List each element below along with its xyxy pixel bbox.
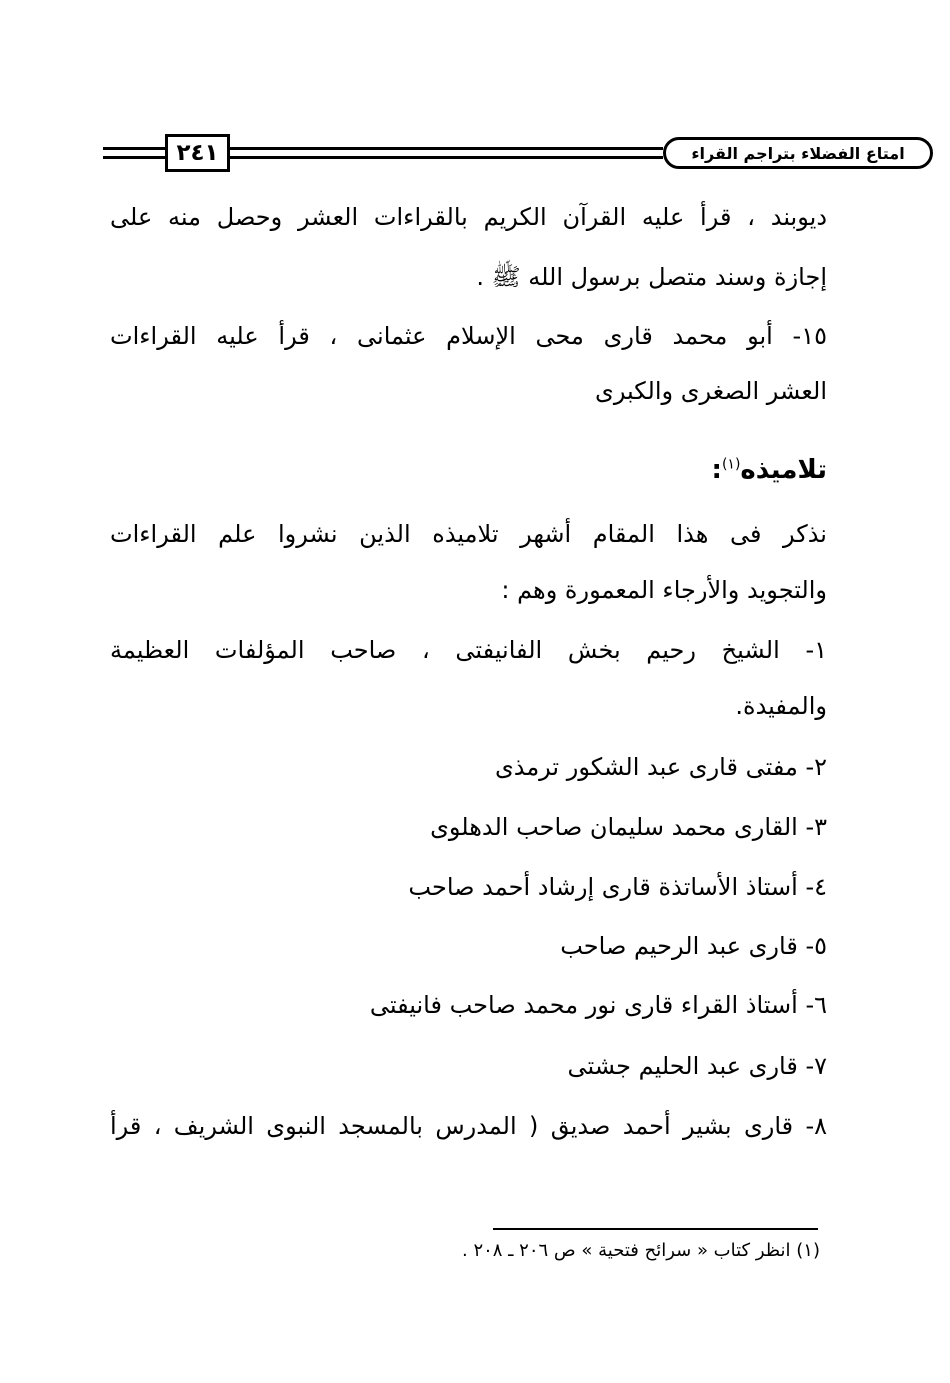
running-header xyxy=(103,128,905,178)
text-line-3: ١٥- أبو محمد قارى محى الإسلام عثمانى ، قرأ عليه القراءات xyxy=(110,322,827,350)
text-line-2: إجازة وسند متصل برسول الله ﷺ . xyxy=(476,263,827,291)
book-title: امتاع الفضلاء بتراجم القراء xyxy=(663,137,933,169)
text-line-6: والتجويد والأرجاء المعمورة وهم : xyxy=(501,576,827,604)
section-heading-text: تلاميذه xyxy=(740,455,827,485)
page-number: ٢٤١ xyxy=(165,134,230,172)
text-line-5: نذكر فى هذا المقام أشهر تلاميذه الذين نشروا علم القراءات xyxy=(110,520,827,548)
header-rule-left xyxy=(103,147,165,159)
list-item-7: ٧- قارى عبد الحليم جشتى xyxy=(567,1052,827,1080)
list-item-1: ١- الشيخ رحيم بخش الفانيفتى ، صاحب المؤلفات العظيمة xyxy=(110,636,827,664)
text-line-1: ديوبند ، قرأ عليه القرآن الكريم بالقراءات العشر وحصل منه على xyxy=(110,203,827,231)
list-item-4: ٤- أستاذ الأساتذة قارى إرشاد أحمد صاحب xyxy=(408,873,827,901)
list-item-6: ٦- أستاذ القراء قارى نور محمد صاحب فانيفتى xyxy=(369,991,827,1019)
section-heading-colon: : xyxy=(711,455,722,485)
footnote: (١) انظر كتاب « سرائح فتحية » ص ٢٠٦ ـ ٢٠٨ . xyxy=(461,1240,820,1261)
list-item-8: ٨- قارى بشير أحمد صديق ( المدرس بالمسجد النبوى الشريف ، قرأ xyxy=(110,1112,827,1140)
section-heading xyxy=(712,455,827,486)
list-item-1-continued: والمفيدة. xyxy=(735,692,827,720)
footnote-reference: (١) xyxy=(721,456,741,473)
footnote-separator xyxy=(493,1228,818,1230)
text-line-4: العشر الصغرى والكبرى xyxy=(595,377,827,405)
list-item-2: ٢- مفتى قارى عبد الشكور ترمذى xyxy=(494,753,827,781)
header-rule-middle xyxy=(230,147,663,159)
list-item-5: ٥- قارى عبد الرحيم صاحب xyxy=(560,932,827,960)
list-item-3: ٣- القارى محمد سليمان صاحب الدهلوى xyxy=(430,813,827,841)
